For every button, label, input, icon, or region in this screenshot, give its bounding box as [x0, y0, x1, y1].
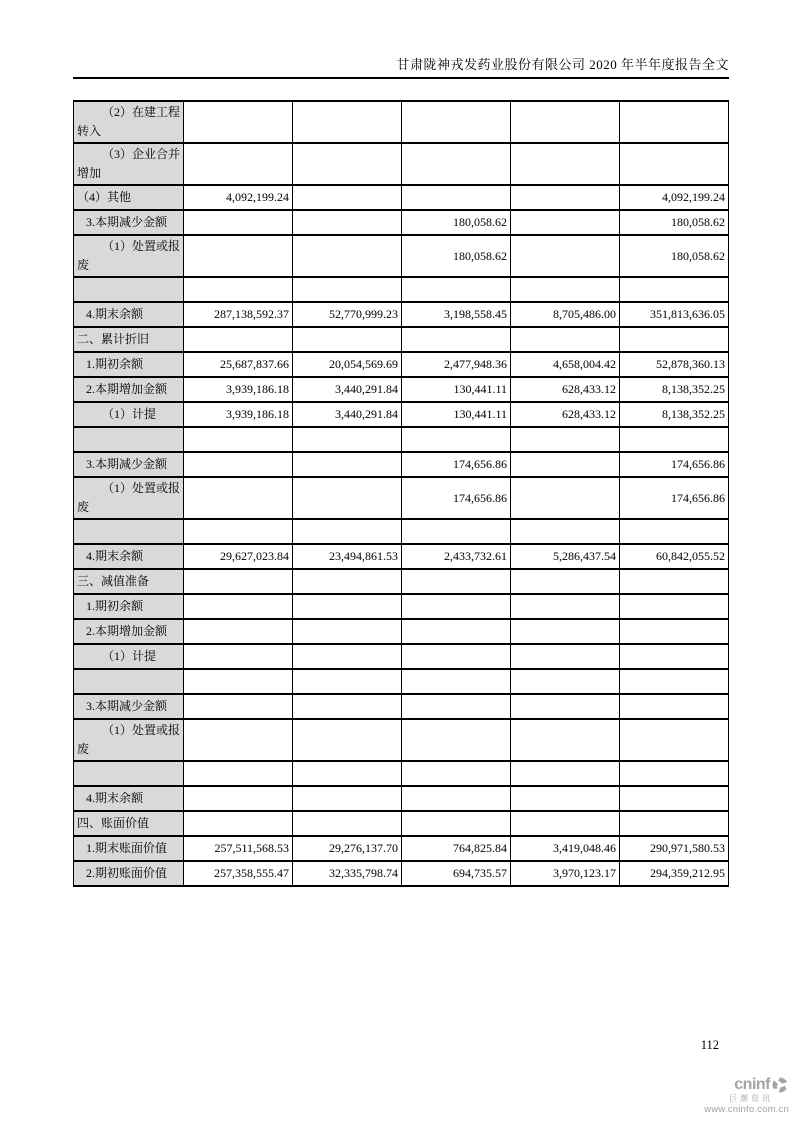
- value-cell: 3,198,558.45: [402, 302, 511, 327]
- row-label-cell: [74, 210, 184, 235]
- value-cell: 351,813,636.05: [620, 302, 729, 327]
- value-cell: [293, 452, 402, 477]
- value-cell: [184, 594, 293, 619]
- row-label-cell: [74, 101, 184, 143]
- row-label-text: （1）处置或报: [102, 239, 181, 253]
- row-label-cell: [74, 277, 184, 302]
- value-cell: [293, 569, 402, 594]
- value-cell: [293, 519, 402, 544]
- value-cell: [402, 101, 511, 143]
- value-cell: [184, 786, 293, 811]
- value-cell: 23,494,861.53: [293, 544, 402, 569]
- row-label-text: 3.本期减少金额: [86, 699, 168, 713]
- value-cell: [402, 277, 511, 302]
- value-cell: 52,878,360.13: [620, 352, 729, 377]
- value-cell: [511, 101, 620, 143]
- row-label-text: （1）计提: [102, 407, 157, 421]
- value-cell: [511, 569, 620, 594]
- value-cell: [511, 786, 620, 811]
- cninfo-logo: [704, 1076, 789, 1115]
- page-header: [73, 54, 729, 73]
- value-cell: 29,627,023.84: [184, 544, 293, 569]
- value-cell: [184, 101, 293, 143]
- row-label-cell: [74, 352, 184, 377]
- page-number: 112: [700, 1038, 719, 1052]
- value-cell: 3,440,291.84: [293, 377, 402, 402]
- value-cell: [511, 519, 620, 544]
- value-cell: [402, 694, 511, 719]
- row-label-cell: [74, 235, 184, 277]
- value-cell: 180,058.62: [402, 210, 511, 235]
- row-label-text: 4.期末余额: [86, 791, 144, 805]
- value-cell: [511, 427, 620, 452]
- value-cell: [402, 594, 511, 619]
- value-cell: [620, 101, 729, 143]
- value-cell: 3,419,048.46: [511, 836, 620, 861]
- value-cell: [293, 719, 402, 761]
- row-label-cell: [74, 644, 184, 669]
- row-label-text: （2）在建工程: [102, 105, 181, 119]
- cninfo-url-text: www.cninfo.com.cn: [704, 1104, 789, 1115]
- table-row: [74, 143, 729, 185]
- cninfo-chinese-text: 巨潮资讯: [729, 1094, 773, 1103]
- value-cell: [293, 143, 402, 185]
- value-cell: 2,477,948.36: [402, 352, 511, 377]
- table-row: [74, 569, 729, 594]
- row-label-cell: [74, 377, 184, 402]
- row-label-text: 增加: [77, 166, 102, 180]
- value-cell: [620, 719, 729, 761]
- value-cell: [402, 786, 511, 811]
- table-row: [74, 377, 729, 402]
- value-cell: 130,441.11: [402, 402, 511, 427]
- value-cell: 174,656.86: [620, 477, 729, 519]
- value-cell: 29,276,137.70: [293, 836, 402, 861]
- value-cell: [184, 477, 293, 519]
- row-label-text: 3.本期减少金额: [86, 457, 168, 471]
- value-cell: [184, 452, 293, 477]
- table-row: [74, 619, 729, 644]
- value-cell: [184, 277, 293, 302]
- value-cell: 4,658,004.42: [511, 352, 620, 377]
- value-cell: [184, 235, 293, 277]
- row-label-cell: [74, 452, 184, 477]
- value-cell: [402, 143, 511, 185]
- row-label-text: 二、累计折旧: [77, 332, 150, 346]
- table-row: [74, 836, 729, 861]
- value-cell: 180,058.62: [402, 235, 511, 277]
- row-label-text: 2.本期增加金额: [86, 624, 168, 638]
- cninfo-swirl-icon: [771, 1076, 789, 1094]
- table-row: [74, 644, 729, 669]
- row-label-text: 2.本期增加金额: [86, 382, 168, 396]
- value-cell: [184, 427, 293, 452]
- value-cell: 8,138,352.25: [620, 377, 729, 402]
- report-title: 甘肃陇神戎发药业股份有限公司 2020 年半年度报告全文: [396, 57, 729, 72]
- table-row: [74, 761, 729, 786]
- value-cell: [293, 761, 402, 786]
- row-label-text: （1）处置或报: [102, 723, 181, 737]
- table-row: [74, 402, 729, 427]
- table-row: [74, 594, 729, 619]
- row-label-text: 1.期初余额: [86, 357, 144, 371]
- row-label-text: （1）处置或报: [102, 481, 181, 495]
- value-cell: [402, 427, 511, 452]
- table-row: [74, 811, 729, 836]
- table-row: [74, 302, 729, 327]
- value-cell: [402, 327, 511, 352]
- value-cell: 628,433.12: [511, 402, 620, 427]
- value-cell: [402, 619, 511, 644]
- value-cell: [293, 477, 402, 519]
- row-label-text: 4.期末余额: [86, 307, 144, 321]
- row-label-text: 4.期末余额: [86, 549, 144, 563]
- row-label-cell: [74, 811, 184, 836]
- table-row: [74, 786, 729, 811]
- value-cell: [184, 569, 293, 594]
- row-label-cell: [74, 861, 184, 886]
- value-cell: [620, 427, 729, 452]
- row-label-text: 废: [77, 500, 90, 514]
- table-row: [74, 452, 729, 477]
- table-row: [74, 519, 729, 544]
- value-cell: [402, 569, 511, 594]
- value-cell: 32,335,798.74: [293, 861, 402, 886]
- value-cell: 3,440,291.84: [293, 402, 402, 427]
- value-cell: [620, 327, 729, 352]
- row-label-cell: [74, 669, 184, 694]
- value-cell: [184, 143, 293, 185]
- value-cell: 8,138,352.25: [620, 402, 729, 427]
- value-cell: [511, 235, 620, 277]
- value-cell: [511, 327, 620, 352]
- row-label-text: （1）计提: [102, 649, 157, 663]
- table-row: [74, 669, 729, 694]
- value-cell: [184, 644, 293, 669]
- value-cell: [402, 185, 511, 210]
- value-cell: 8,705,486.00: [511, 302, 620, 327]
- value-cell: [511, 669, 620, 694]
- row-label-cell: [74, 477, 184, 519]
- value-cell: [293, 277, 402, 302]
- value-cell: [184, 619, 293, 644]
- value-cell: [620, 644, 729, 669]
- row-label-cell: [74, 569, 184, 594]
- row-label-cell: [74, 619, 184, 644]
- value-cell: 180,058.62: [620, 235, 729, 277]
- row-label-text: 三、减值准备: [77, 574, 150, 588]
- value-cell: [620, 519, 729, 544]
- cninfo-brand-text: cninf: [734, 1076, 770, 1093]
- fixed-assets-table: [73, 100, 729, 887]
- value-cell: [293, 786, 402, 811]
- table-body: [74, 101, 729, 886]
- row-label-text: 废: [77, 742, 90, 756]
- value-cell: [184, 719, 293, 761]
- value-cell: [402, 761, 511, 786]
- value-cell: [184, 669, 293, 694]
- value-cell: [511, 277, 620, 302]
- row-label-text: （3）企业合并: [102, 147, 181, 161]
- value-cell: 694,735.57: [402, 861, 511, 886]
- header-divider: [73, 77, 729, 79]
- value-cell: [620, 786, 729, 811]
- row-label-text: 1.期末账面价值: [86, 841, 168, 855]
- table-row: [74, 235, 729, 277]
- table-row: [74, 352, 729, 377]
- table-row: [74, 719, 729, 761]
- row-label-text: 2.期初账面价值: [86, 866, 168, 880]
- table-row: [74, 101, 729, 143]
- value-cell: [511, 477, 620, 519]
- value-cell: [620, 143, 729, 185]
- value-cell: [620, 669, 729, 694]
- value-cell: [511, 811, 620, 836]
- row-label-cell: [74, 594, 184, 619]
- value-cell: [293, 427, 402, 452]
- value-cell: [184, 694, 293, 719]
- row-label-cell: [74, 427, 184, 452]
- table-row: [74, 694, 729, 719]
- row-label-text: 四、账面价值: [77, 816, 150, 830]
- value-cell: [293, 644, 402, 669]
- value-cell: [184, 519, 293, 544]
- row-label-text: 1.期初余额: [86, 599, 144, 613]
- value-cell: [620, 569, 729, 594]
- value-cell: 60,842,055.52: [620, 544, 729, 569]
- row-label-cell: [74, 327, 184, 352]
- row-label-text: 转入: [77, 124, 102, 138]
- value-cell: 5,286,437.54: [511, 544, 620, 569]
- value-cell: 294,359,212.95: [620, 861, 729, 886]
- value-cell: [184, 327, 293, 352]
- value-cell: [402, 811, 511, 836]
- value-cell: 4,092,199.24: [184, 185, 293, 210]
- value-cell: 180,058.62: [620, 210, 729, 235]
- value-cell: 130,441.11: [402, 377, 511, 402]
- value-cell: [511, 619, 620, 644]
- value-cell: [293, 594, 402, 619]
- value-cell: [620, 694, 729, 719]
- value-cell: 290,971,580.53: [620, 836, 729, 861]
- row-label-cell: [74, 786, 184, 811]
- value-cell: 52,770,999.23: [293, 302, 402, 327]
- table-row: [74, 861, 729, 886]
- value-cell: [511, 644, 620, 669]
- value-cell: [511, 694, 620, 719]
- value-cell: [511, 594, 620, 619]
- table-row: [74, 210, 729, 235]
- table-row: [74, 327, 729, 352]
- row-label-text: 废: [77, 258, 90, 272]
- value-cell: [293, 185, 402, 210]
- value-cell: 20,054,569.69: [293, 352, 402, 377]
- value-cell: 628,433.12: [511, 377, 620, 402]
- value-cell: [620, 619, 729, 644]
- value-cell: [184, 761, 293, 786]
- value-cell: [293, 101, 402, 143]
- row-label-cell: [74, 836, 184, 861]
- row-label-cell: [74, 143, 184, 185]
- value-cell: [620, 594, 729, 619]
- value-cell: 3,939,186.18: [184, 402, 293, 427]
- value-cell: [293, 235, 402, 277]
- value-cell: [402, 719, 511, 761]
- value-cell: 257,511,568.53: [184, 836, 293, 861]
- row-label-cell: [74, 302, 184, 327]
- value-cell: 257,358,555.47: [184, 861, 293, 886]
- value-cell: [511, 143, 620, 185]
- value-cell: 174,656.86: [402, 477, 511, 519]
- value-cell: 3,970,123.17: [511, 861, 620, 886]
- value-cell: [620, 277, 729, 302]
- value-cell: 25,687,837.66: [184, 352, 293, 377]
- value-cell: [402, 644, 511, 669]
- value-cell: 764,825.84: [402, 836, 511, 861]
- row-label-text: 3.本期减少金额: [86, 215, 168, 229]
- value-cell: [511, 761, 620, 786]
- value-cell: [511, 452, 620, 477]
- table-row: [74, 427, 729, 452]
- row-label-cell: [74, 761, 184, 786]
- table-row: [74, 544, 729, 569]
- value-cell: [293, 811, 402, 836]
- row-label-cell: [74, 402, 184, 427]
- table-row: [74, 185, 729, 210]
- row-label-cell: [74, 544, 184, 569]
- value-cell: 174,656.86: [620, 452, 729, 477]
- row-label-cell: [74, 694, 184, 719]
- value-cell: [620, 761, 729, 786]
- value-cell: [402, 669, 511, 694]
- value-cell: [293, 694, 402, 719]
- value-cell: [293, 327, 402, 352]
- value-cell: [293, 619, 402, 644]
- row-label-cell: [74, 185, 184, 210]
- value-cell: [293, 669, 402, 694]
- value-cell: [511, 719, 620, 761]
- table-row: [74, 277, 729, 302]
- cninfo-logo-top: [704, 1076, 789, 1094]
- value-cell: 4,092,199.24: [620, 185, 729, 210]
- row-label-text: （4）其他: [77, 190, 132, 204]
- value-cell: [511, 185, 620, 210]
- row-label-cell: [74, 519, 184, 544]
- value-cell: [620, 811, 729, 836]
- value-cell: [402, 519, 511, 544]
- row-label-cell: [74, 719, 184, 761]
- value-cell: 174,656.86: [402, 452, 511, 477]
- table-row: [74, 477, 729, 519]
- value-cell: [184, 811, 293, 836]
- value-cell: 2,433,732.61: [402, 544, 511, 569]
- value-cell: [184, 210, 293, 235]
- value-cell: 287,138,592.37: [184, 302, 293, 327]
- value-cell: 3,939,186.18: [184, 377, 293, 402]
- value-cell: [511, 210, 620, 235]
- value-cell: [293, 210, 402, 235]
